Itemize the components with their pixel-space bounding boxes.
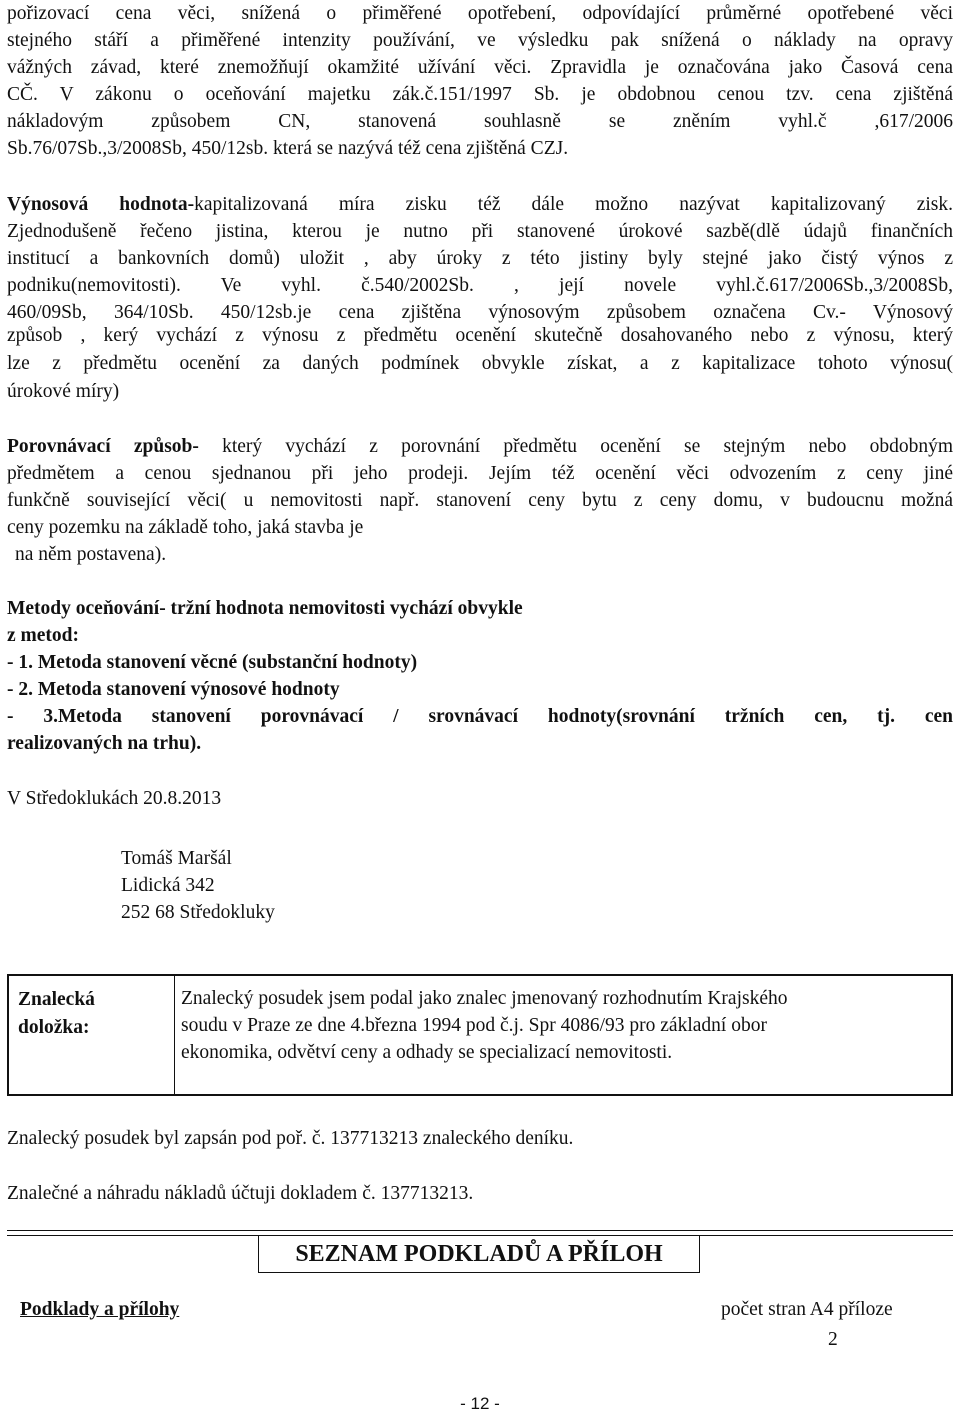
metody-item: realizovaných na trhu). <box>7 733 202 754</box>
author-street: Lidická 342 <box>121 875 215 896</box>
text-line: funkčně související věci( u nemovitosti např. stanovení ceny bytu z ceny domu, v budoucnu možná <box>7 490 953 511</box>
zapsan-text: Znalecký posudek byl zapsán pod poř. č. 137713213 znaleckého deníku. <box>7 1128 574 1149</box>
text-line: Zjednodušeně řečeno jistina, kterou je nutno při stanovené úrokové sazbě(dlě údajů finančních <box>7 221 953 242</box>
porovnavaci-first-line <box>7 433 953 460</box>
vynosova-first-line <box>7 191 953 218</box>
dolozka-text: ekonomika, odvětví ceny a odhady se specializací nemovitosti. <box>181 1042 673 1063</box>
dolozka-label-line: Znalecká <box>18 989 95 1010</box>
text-line: stejného stáří a přiměřené intenzity používání, ve výsledku pak snížená o náklady na opravy <box>7 30 953 51</box>
text-line: lze z předmětu ocenění za daných podmínek obvykle získat, a z kapitalizace tohoto výnosu( <box>7 353 953 374</box>
metody-item: - 2. Metoda stanovení výnosové hodnoty <box>7 679 340 700</box>
vynosova-term: Výnosová hodnota- <box>7 194 195 215</box>
text-line: 460/09Sb, 364/10Sb. 450/12sb.je cena zjištěna výnosovým způsobem označena Cv.- Výnosový <box>7 302 953 323</box>
text-line: Sb.76/07Sb.,3/2008Sb, 450/12sb. která se nazývá též cena zjištěná CZJ. <box>7 138 569 159</box>
text-line: ceny pozemku na základě toho, jaká stavba je <box>7 517 364 538</box>
text-line: způsob , kerý vychází z výnosu z předmětu ocenění skutečně dosahovaného nebo z výnosu, který <box>7 325 953 346</box>
text-line: nákladovým způsobem CN, stanovená souhlasně se zněním vyhl.č ,617/2006 <box>7 111 953 132</box>
text-line: na něm postavena). <box>15 544 167 565</box>
pocet-label: počet stran A4 příloze <box>721 1299 893 1320</box>
metody-item: - 1. Metoda stanovení věcné (substanční hodnoty) <box>7 652 418 673</box>
text-line: institucí a bankovních domů) uložit , aby úroky z této jistiny byly stejné jako čistý výnos z <box>7 248 953 269</box>
text-line: vážných závad, které znemožňují okamžité užívání věci. Zpravidla je označována jako Časová cena <box>7 57 953 78</box>
porovnavaci-def: který vychází z porovnání předmětu ocenění se stejným nebo obdobným <box>198 436 953 457</box>
metody-heading: Metody oceňování- tržní hodnota nemovitosti vychází obvykle <box>7 598 523 619</box>
dolozka-text: soudu v Praze ze dne 4.března 1994 pod č.j. Spr 4086/93 pro základní obor <box>181 1015 767 1036</box>
dolozka-text: Znalecký posudek jsem podal jako znalec jmenovaný rozhodnutím Krajského <box>181 988 788 1009</box>
page-number: - 12 - <box>460 1394 500 1413</box>
porovnavaci-term: Porovnávací způsob- <box>7 436 199 457</box>
author-city: 252 68 Středokluky <box>121 902 275 923</box>
text-line: podniku(nemovitosti). Ve vyhl. č.540/2002Sb. , její novele vyhl.č.617/2006Sb.,3/2008Sb, <box>7 275 953 296</box>
vynosova-def: kapitalizovaná míra zisku též dále možno nazývat kapitalizovaný zisk. <box>194 194 953 215</box>
text-line: předmětem a cenou sjednanou při jeho prodeji. Jejím též ocenění věci odvozením z ceny jiné <box>7 463 953 484</box>
text-line: úrokové míry) <box>7 381 120 402</box>
dolozka-label-line: doložka: <box>18 1017 90 1038</box>
metody-item: - 3.Metoda stanovení porovnávací / srovnávací hodnoty(srovnání tržních cen, tj. cen <box>7 706 953 727</box>
author-name: Tomáš Maršál <box>121 848 232 869</box>
naklady-text: Znalečné a náhradu nákladů účtuji dokladem č. 137713213. <box>7 1183 474 1204</box>
text-line: CČ. V zákonu o oceňování majetku zák.č.151/1997 Sb. je obdobnou cenou tzv. cena zjištěná <box>7 84 953 105</box>
text-line: pořizovací cena věci, snížená o přiměřené opotřebení, odpovídající průměrné opotřebené věci <box>7 3 953 24</box>
pocet-value: 2 <box>828 1329 838 1350</box>
metody-heading: z metod: <box>7 625 80 646</box>
seznam-heading: SEZNAM PODKLADŮ A PŘÍLOH <box>258 1235 700 1273</box>
dolozka-label <box>18 986 158 1042</box>
podklady-label: Podklady a přílohy <box>20 1299 180 1320</box>
place-date: V Středoklukách 20.8.2013 <box>7 788 222 809</box>
dolozka-divider <box>174 976 175 1094</box>
